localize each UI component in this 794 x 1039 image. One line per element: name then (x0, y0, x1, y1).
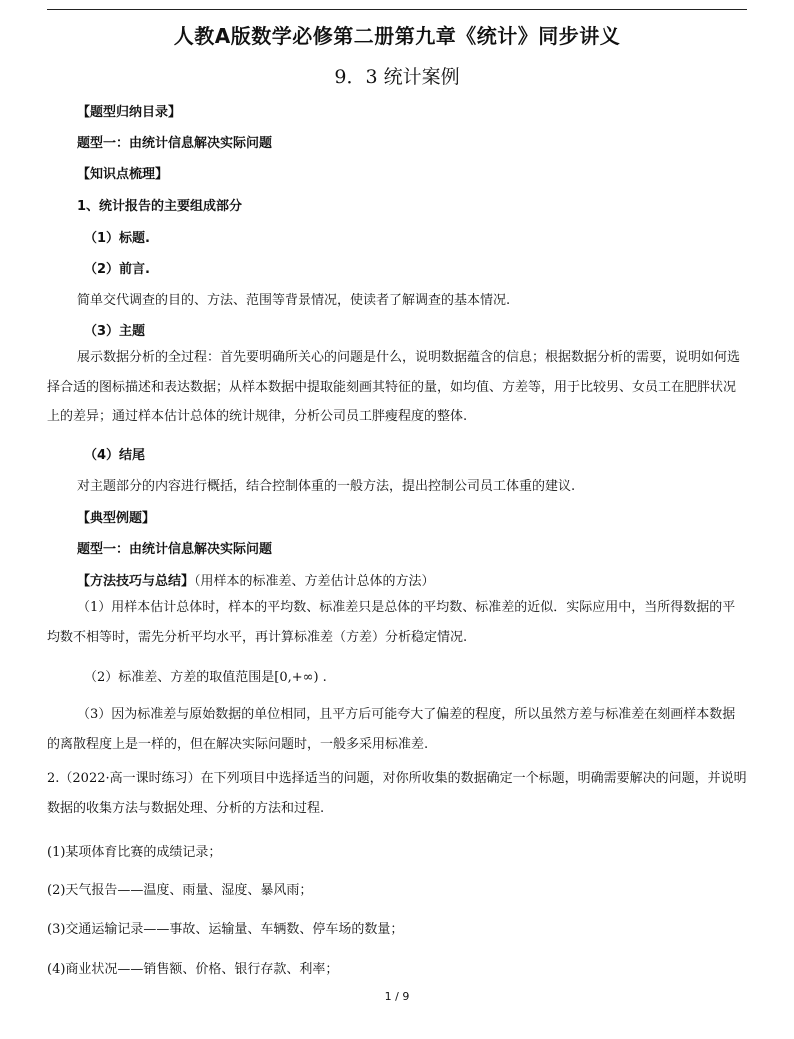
section-subtitle: 9．3 统计案例 (334, 66, 460, 88)
option-item: (2)天气报告——温度、雨量、湿度、暴风雨； (47, 883, 313, 898)
method-line (77, 570, 435, 589)
method-note: （用样本的标准差、方差估计总体的方法） (194, 574, 435, 589)
item-title: （4）结尾 (84, 448, 146, 463)
option-item: (4)商业状况——销售额、价格、银行存款、利率； (47, 962, 339, 977)
paragraph: 简单交代调查的目的、方法、范围等背景情况，使读者了解调查的基本情况. (77, 293, 511, 308)
toc-item: 题型一：由统计信息解决实际问题 (77, 136, 273, 151)
examples-heading: 【典型例题】 (77, 511, 156, 526)
paragraph: 展示数据分析的全过程：首先要明确所关心的问题是什么，说明数据蕴含的信息；根据数据分析的需要，说明如何选择合适的图标描述和表达数据；从样本数据中提取能刻画其特征的量，如均值、方差等，用于比较男、女员工在肥胖状况上的差异；通过样本估计总体的统计规律，分析公司员工胖瘦程度的整体. (47, 350, 741, 425)
page-number: 1 / 9 (384, 990, 410, 1003)
type1-title: 题型一：由统计信息解决实际问题 (77, 542, 273, 557)
option-item: (1)某项体育比赛的成绩记录； (47, 845, 222, 860)
knowledge-heading: 【知识点梳理】 (77, 167, 169, 182)
item-title: （3）主题 (84, 324, 146, 339)
paragraph: （2）标准差、方差的取值范围是[0,+∞) . (84, 670, 327, 685)
method-heading: 【方法技巧与总结】 (77, 574, 195, 589)
paragraph: 对主题部分的内容进行概括，结合控制体重的一般方法，提出控制公司员工体重的建议. (77, 479, 576, 494)
toc-heading: 【题型归纳目录】 (77, 105, 182, 120)
top-rule (47, 9, 747, 10)
item-title: （2）前言. (84, 262, 150, 277)
paragraph: （1）用样本估计总体时，样本的平均数、标准差只是总体的平均数、标准差的近似．实际应用中，当所得数据的平均数不相等时，需先分析平均水平，再计算标准差（方差）分析稳定情况. (47, 600, 736, 645)
section1-title: 1、统计报告的主要组成部分 (77, 199, 243, 214)
paragraph: （3）因为标准差与原始数据的单位相同，且平方后可能夸大了偏差的程度，所以虽然方差与标准差在刻画样本数据的离散程度上是一样的，但在解决实际问题时，一般多采用标准差. (47, 707, 736, 752)
option-item: (3)交通运输记录——事故、运输量、车辆数、停车场的数量； (47, 922, 404, 937)
page-title: 人教A版数学必修第二册第九章《统计》同步讲义 (173, 24, 621, 48)
item-title: （1）标题. (84, 231, 150, 246)
problem-statement: 2.（2022·高一课时练习）在下列项目中选择适当的问题，对你所收集的数据确定一个标题，明确需要解决的问题，并说明数据的收集方法与数据处理、分析的方法和过程. (47, 771, 747, 816)
